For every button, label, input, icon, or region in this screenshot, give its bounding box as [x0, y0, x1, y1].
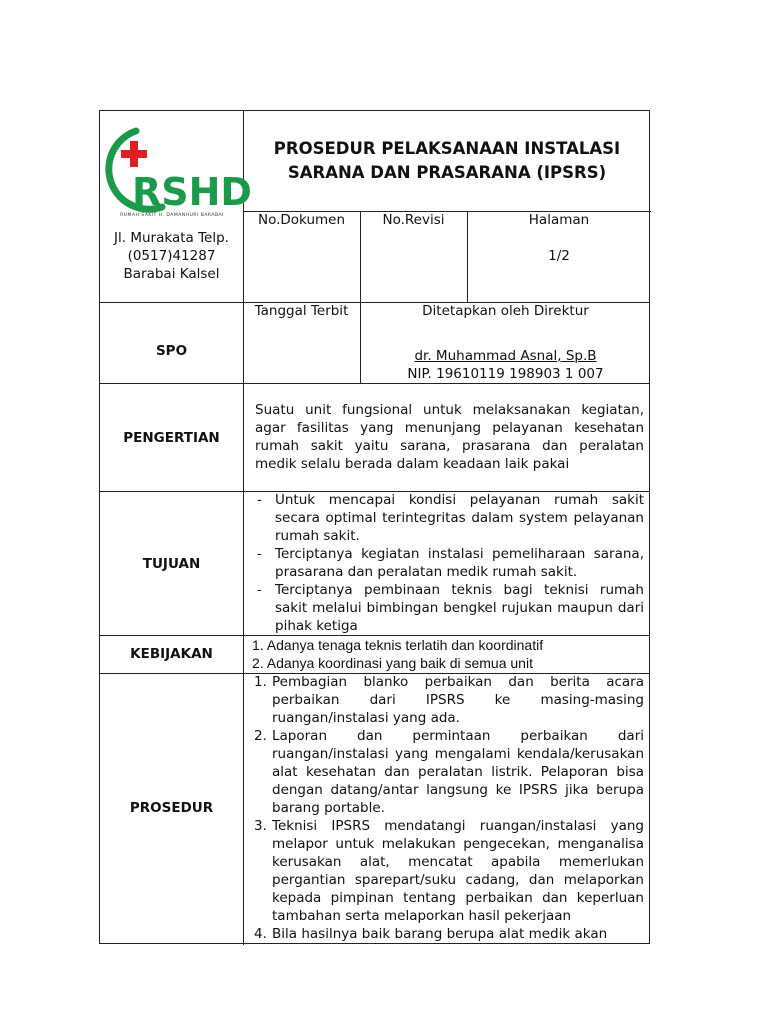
prosedur-item: 4. Bila hasilnya baik barang berupa alat medik akan [254, 926, 608, 942]
title-line: SARANA DAN PRASARANA (IPSRS) [287, 163, 607, 182]
logo-subtitle: RUMAH SAKIT H. DAMANHURI BARABAI [120, 213, 224, 218]
director-name-text: dr. Muhammad Asnal, Sp.B [414, 348, 597, 364]
hospital-logo [106, 125, 252, 223]
kebijakan-list [252, 636, 644, 672]
address-line: (0517)41287 [127, 248, 216, 264]
no-revisi-label: No.Revisi [382, 212, 445, 228]
kebijakan-label: KEBIJAKAN [130, 646, 213, 662]
row-divider [100, 383, 649, 384]
prosedur-item: 2. Laporan dan permintaan perbaikan dari ruangan/instalasi yang mengalami kendala/kerusakan alat kesehatan dan peralatan listrik. Pelaporan bisa dengan datang/antar langsung ke IPSRS jika berupa barang portable. [254, 728, 644, 816]
rshd-logo-icon [106, 125, 252, 223]
tujuan-label: TUJUAN [142, 556, 201, 572]
halaman-value: 1/2 [548, 248, 570, 264]
ditetapkan-label: Ditetapkan oleh Direktur [422, 303, 589, 319]
kebijakan-item: 2. Adanya koordinasi yang baik di semua unit [252, 655, 533, 671]
address-line: Jl. Murakata Telp. [114, 230, 229, 246]
spo-label: SPO [155, 343, 188, 359]
title-line: PROSEDUR PELAKSANAAN INSTALASI [273, 139, 621, 158]
pengertian-label: PENGERTIAN [123, 430, 220, 446]
logo-wordmark: RSHD [132, 170, 252, 214]
director-name [360, 347, 651, 365]
kebijakan-item: 1. Adanya tenaga teknis terlatih dan koordinatif [252, 637, 544, 653]
prosedur-item: 3. Teknisi IPSRS mendatangi ruangan/instalasi yang melapor untuk melakukan pengecekan, menganalisa kerusakan alat, mencatat apabila memerlukan pergantian sparepart/suku cadang, dan melaporkan kepada pimpinan tentang perbaikan dan keperluan tambahan serta melaporkan hasil pekerjaan [254, 818, 644, 924]
halaman-label: Halaman [528, 212, 590, 228]
prosedur-list [252, 673, 644, 943]
pengertian-text: Suatu unit fungsional untuk melaksanakan kegiatan, agar fasilitas yang menunjang pelayanan kesehatan rumah sakit yaitu sarana, prasarana dan peralatan medik selalu berada dalam keadaan laik pakai [255, 402, 644, 472]
left-column-divider [243, 111, 244, 945]
spo-document [99, 110, 650, 944]
document-title [243, 137, 651, 185]
no-dokumen-label: No.Dokumen [257, 212, 346, 228]
tujuan-item: - Terciptanya pembinaan teknis bagi teknisi rumah sakit melalui bimbingan bengkel rujukan maupun dari pihak ketiga [257, 582, 644, 634]
tujuan-item: - Untuk mencapai kondisi pelayanan rumah sakit secara optimal terintegritas dalam system pelayanan rumah sakit. [257, 492, 644, 544]
tanggal-terbit-label: Tanggal Terbit [254, 303, 349, 319]
hospital-address [100, 229, 243, 283]
tujuan-item: - Terciptanya kegiatan instalasi pemeliharaan sarana, prasarana dan peralatan medik rumah sakit. [257, 546, 644, 580]
director-nip: NIP. 19610119 198903 1 007 [407, 366, 604, 382]
prosedur-label: PROSEDUR [129, 800, 214, 816]
prosedur-item: 1. Pembagian blanko perbaikan dan berita acara perbaikan dari IPSRS ke masing-masing ruangan/instalasi yang ada. [254, 674, 644, 726]
tujuan-list [255, 491, 644, 635]
address-line: Barabai Kalsel [123, 266, 220, 282]
